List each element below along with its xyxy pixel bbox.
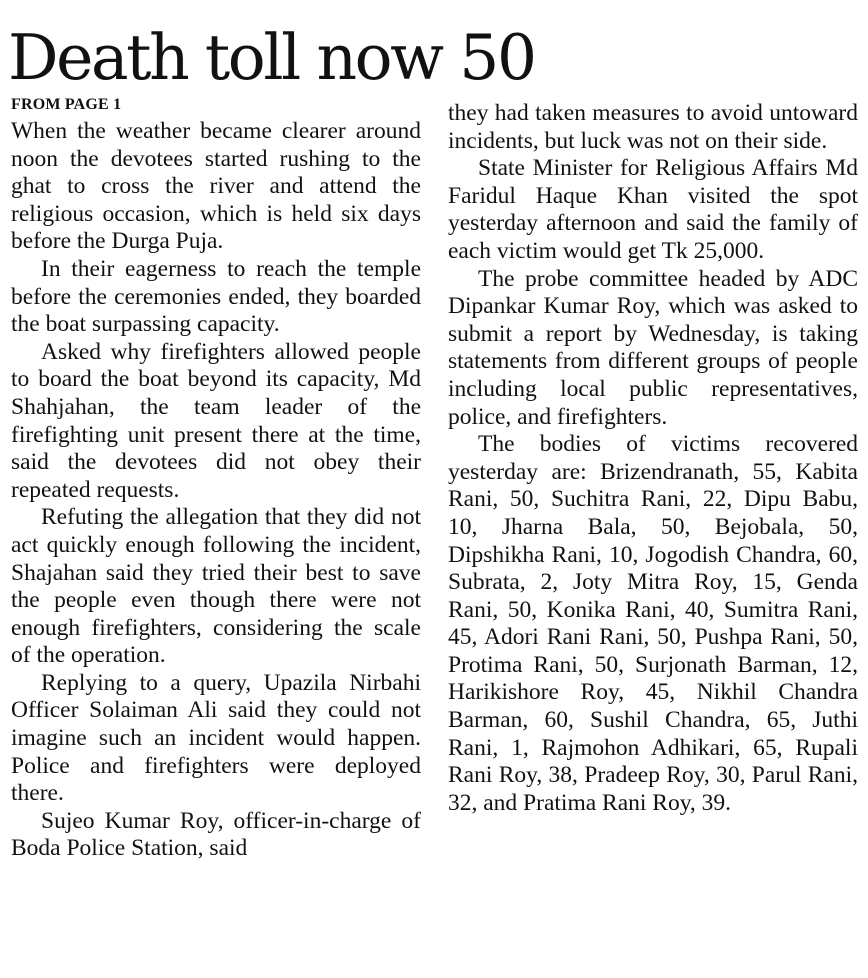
paragraph: Asked why firefighters allowed people to board the boat beyond its capacity, Md Shahjahan, the team leader of the firefighting unit present there at the time, said the devotees did not obey their repeated requests. — [11, 338, 421, 503]
article-column-right — [448, 100, 858, 817]
paragraph: When the weather became clearer around noon the devotees started rushing to the ghat to cross the river and attend the religious occasion, which is held six days before the Durga Puja. — [11, 118, 421, 255]
victims-list-paragraph: The bodies of victims recovered yesterday are: Brizendranath, 55, Kabita Rani, 50, Suchitra Rani, 22, Dipu Babu, 10, Jharna Bala, 50, Bejobala, 50, Dipshikha Rani, 10, Jogodish Chandra, 60, Subrata, 2, Joty Mitra Roy, 15, Genda Rani, 50, Konika Rani, 40, Sumitra Rani, 45, Adori Rani Rani, 50, Pushpa Rani, 50, Protima Rani, 50, Surjonath Barman, 12, Harikishore Roy, 45, Nikhil Chandra Barman, 60, Sushil Chandra, 65, Juthi Rani, 1, Rajmohon Adhikari, 65, Rupali Rani Roy, 38, Pradeep Roy, 30, Parul Rani, 32, and Pratima Rani Roy, 39. — [448, 431, 858, 816]
paragraph: The probe committee headed by ADC Dipankar Kumar Roy, which was asked to submit a report by Wednesday, is taking statements from different groups of people including local public representatives, police, and firefighters. — [448, 265, 858, 430]
paragraph: Sujeo Kumar Roy, officer-in-charge of Boda Police Station, said — [11, 807, 421, 862]
paragraph: State Minister for Religious Affairs Md Faridul Haque Khan visited the spot yesterday afternoon and said the family of each victim would get Tk 25,000. — [448, 155, 858, 264]
paragraph: Refuting the allegation that they did not act quickly enough following the incident, Shajahan said they tried their best to save the people even though there were not enough firefighters, considering the scale of the operation. — [11, 504, 421, 669]
headline: Death toll now 50 — [8, 21, 535, 94]
article-column-left — [11, 96, 421, 863]
page-reference-kicker: FROM PAGE 1 — [11, 96, 122, 113]
paragraph: they had taken measures to avoid untoward incidents, but luck was not on their side. — [448, 100, 858, 154]
paragraph: In their eagerness to reach the temple before the ceremonies ended, they boarded the boat surpassing capacity. — [11, 255, 421, 338]
paragraph: Replying to a query, Upazila Nirbahi Officer Solaiman Ali said they could not imagine such an incident would happen. Police and firefighters were deployed there. — [11, 669, 421, 807]
